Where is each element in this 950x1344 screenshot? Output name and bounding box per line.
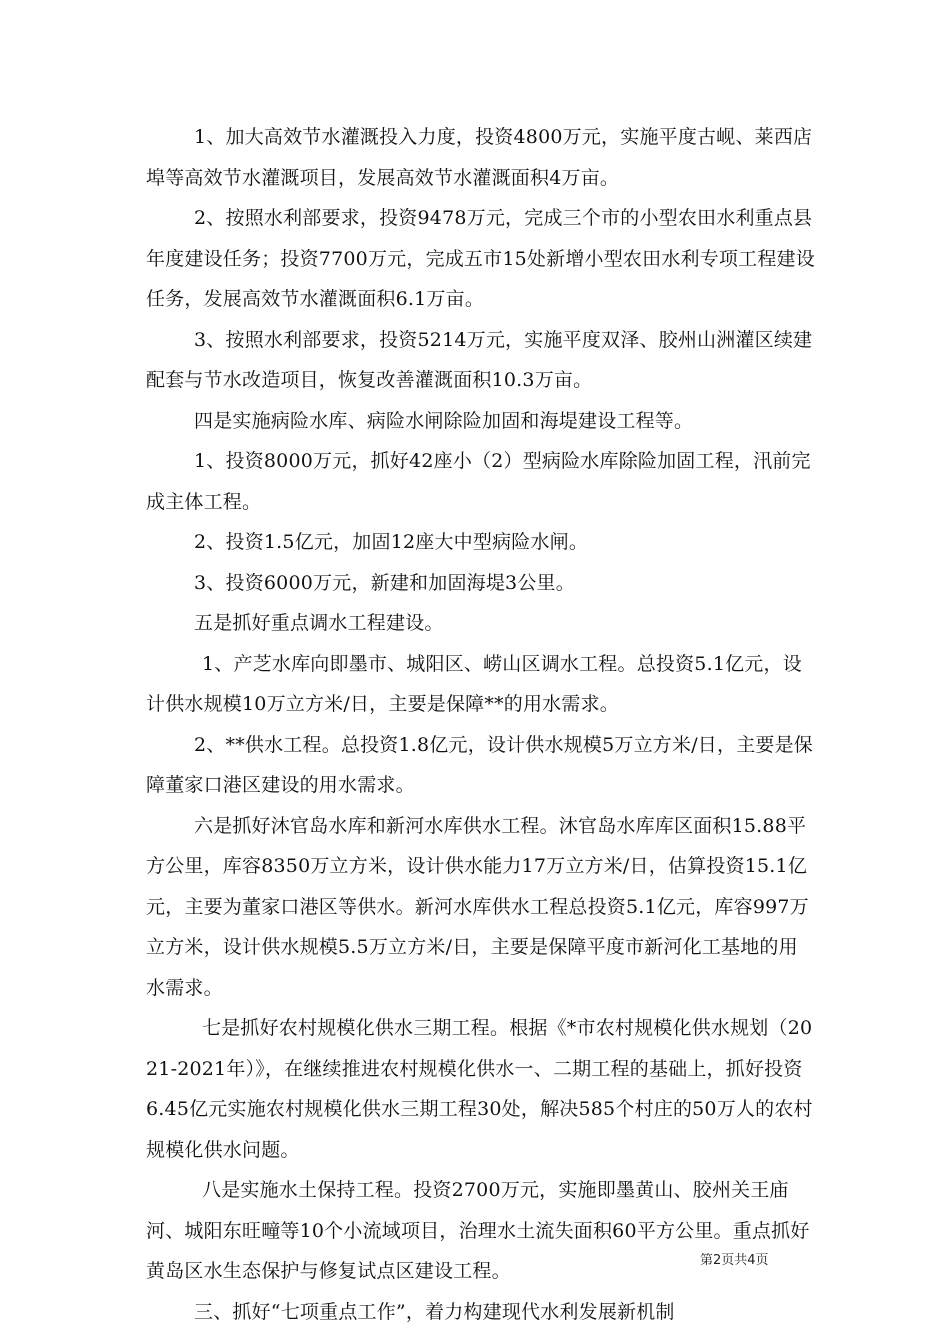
paragraph-14: 三、抓好“七项重点工作”，着力构建现代水利发展新机制 [194,1300,675,1323]
paragraph-5: 1、投资8000万元，抓好42座小（2）型病险水库除险加固工程，汛前完成主体工程。 [146,450,811,513]
paragraph-6: 2、投资1.5亿元，加固12座大中型病险水闸。 [194,531,589,553]
paragraph-12: 七是抓好农村规模化供水三期工程。根据《*市农村规模化供水规划（2021-2021年）》，在继续推进农村规模化供水一、二期工程的基础上，抓好投资6.45亿元实施农村规模化供水三期工程30处，解决585个村庄的50万人的农村规模化供水问题。 [146,1017,813,1161]
paragraph-10: 2、**供水工程。总投资1.8亿元，设计供水规模5万立方米/日，主要是保障董家口港区建设的用水需求。 [146,733,813,796]
document-body [146,117,816,1332]
paragraph-3: 3、按照水利部要求，投资5214万元，实施平度双泽、胶州山洲灌区续建配套与节水改造项目，恢复改善灌溉面积10.3万亩。 [146,328,813,391]
paragraph-8: 五是抓好重点调水工程建设。 [194,612,444,634]
page-number: 第2页共4页 [700,1253,769,1268]
paragraph-7: 3、投资6000万元，新建和加固海堤3公里。 [194,571,575,594]
paragraph-13: 八是实施水土保持工程。投资2700万元，实施即墨黄山、胶州关王庙河、城阳东旺疃等10个小流域项目，治理水土流失面积60平方公里。重点抓好黄岛区水生态保护与修复试点区建设工程。 [146,1179,810,1282]
paragraph-4: 四是实施病险水库、病险水闸除险加固和海堤建设工程等。 [194,409,694,432]
paragraph-11: 六是抓好沐官岛水库和新河水库供水工程。沐官岛水库库区面积15.88平方公里，库容8350万立方米，设计供水能力17万立方米/日，估算投资15.1亿元，主要为董家口港区等供水。新河水库供水工程总投资5.1亿元，库容997万立方米，设计供水规模5.5万立方米/日，主要是保障平度市新河化工基地的用水需求。 [146,814,809,999]
paragraph-2: 2、按照水利部要求，投资9478万元，完成三个市的小型农田水利重点县年度建设任务；投资7700万元，完成五市15处新增小型农田水利专项工程建设任务，发展高效节水灌溉面积6.1万亩。 [146,207,815,310]
paragraph-1: 1、加大高效节水灌溉投入力度，投资4800万元，实施平度古岘、莱西店埠等高效节水灌溉项目，发展高效节水灌溉面积4万亩。 [146,126,813,189]
paragraph-9: 1、产芝水库向即墨市、城阳区、崂山区调水工程。总投资5.1亿元，设计供水规模10万立方米/日，主要是保障**的用水需求。 [146,652,802,715]
